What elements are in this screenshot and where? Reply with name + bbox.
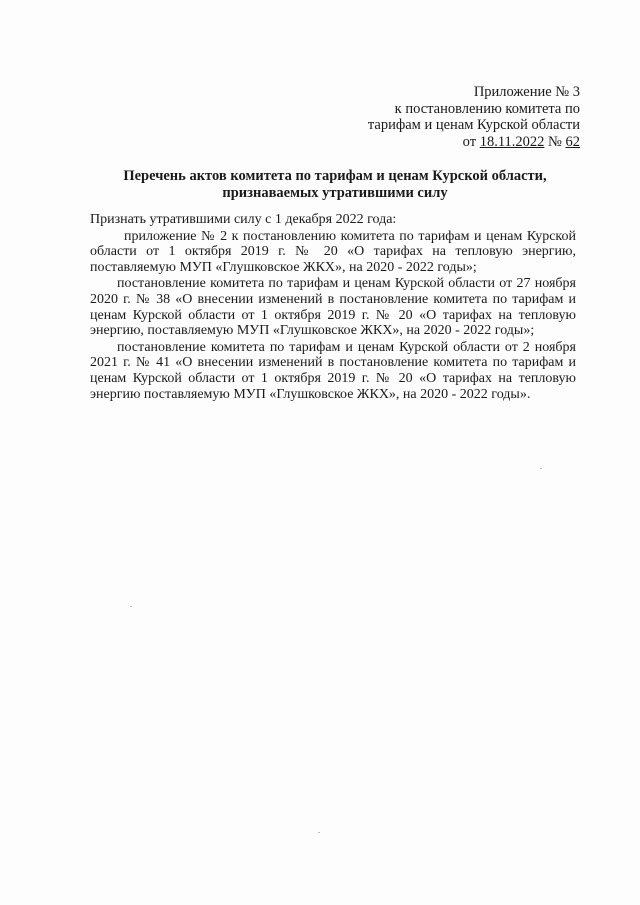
- scan-speck: [540, 468, 542, 469]
- annex-header: [320, 84, 580, 150]
- list-item: приложение № 2 к постановлению комитета по тарифам и ценам Курской области от 1 октября 2019 г. № 20 «О тарифах на тепловую энергию, поставляемую МУП «Глушковское ЖКХ», на 2020 - 2022 годы»;: [90, 228, 576, 275]
- annex-reference: к постановлению комитета по: [394, 100, 580, 117]
- title-line-1: Перечень актов комитета по тарифам и ценам Курской области,: [123, 168, 547, 184]
- annex-number: Приложение № 3: [473, 84, 580, 100]
- annex-decree-number: 62: [565, 133, 580, 150]
- list-item: постановление комитета по тарифам и ценам Курской области от 27 ноября 2020 г. № 38 «О внесении изменений в постановление комитета по тарифам и ценам Курской области от 1 октября 2019 г. № 20 «О тарифах на тепловую энергию, поставляемую МУП «Глушковское ЖКХ», на 2020 - 2022 годы»;: [90, 276, 576, 339]
- annex-committee: тарифам и ценам Курской области: [367, 117, 580, 133]
- title-line-2: признаваемых утратившими силу: [222, 185, 448, 201]
- intro-paragraph: Признать утратившими силу с 1 декабря 2022 года:: [90, 212, 397, 227]
- annex-date: 18.11.2022: [479, 133, 545, 150]
- scan-speck: [318, 832, 320, 833]
- annex-date-line: [320, 134, 580, 151]
- list-item: постановление комитета по тарифам и ценам Курской области от 2 ноября 2021 г. № 41 «О внесении изменений в постановление комитета по тарифам и ценам Курской области от 1 октября 2019 г. № 20 «О тарифах на тепловую энергию поставляемую МУП «Глушковское ЖКХ», на 2020 - 2022 годы».: [90, 339, 576, 402]
- annex-number-sign: №: [548, 133, 562, 150]
- annex-date-prefix: от: [462, 133, 477, 150]
- document-title: [90, 168, 580, 202]
- scan-speck: [130, 606, 132, 607]
- document-body: [90, 212, 576, 403]
